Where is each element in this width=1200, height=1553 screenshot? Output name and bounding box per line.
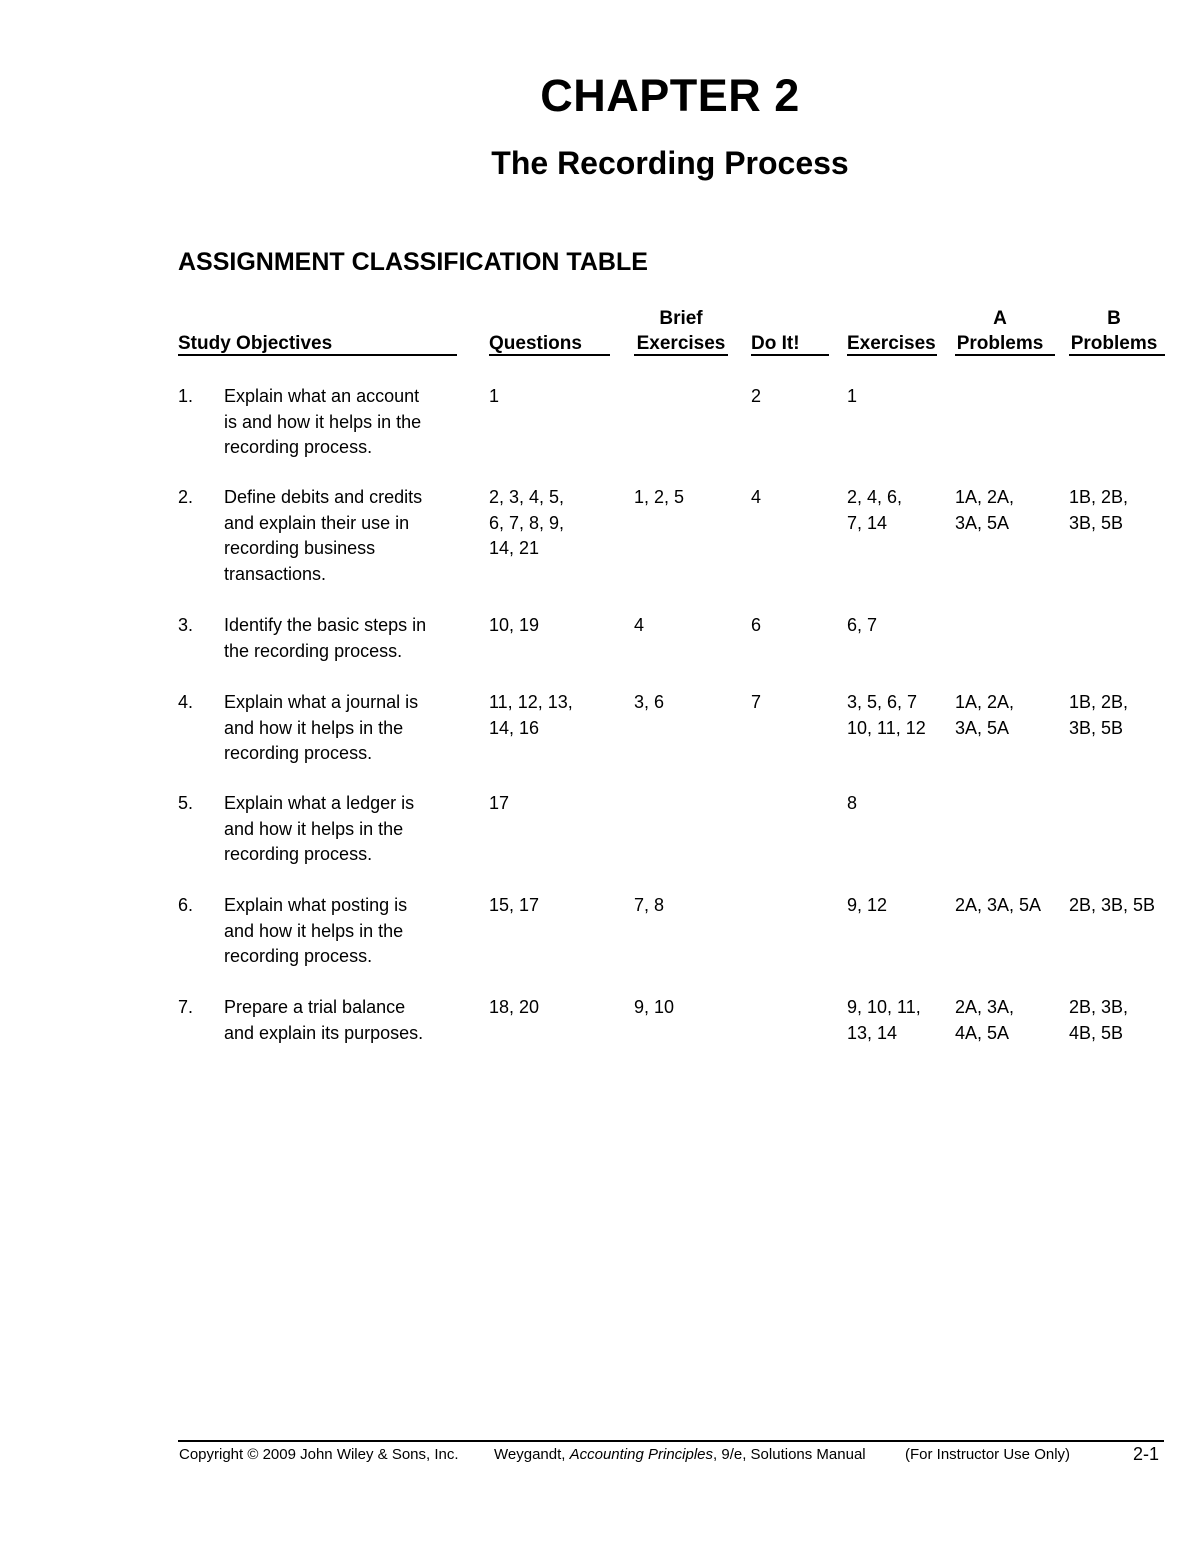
b-problems-cell: 1B, 2B, 3B, 5B: [1069, 692, 1129, 738]
header-a-problems: [955, 306, 1045, 356]
header-rule: [489, 354, 610, 356]
row-number: 6.: [178, 895, 194, 915]
row-number: 3.: [178, 615, 194, 635]
footer-copyright: Copyright © 2009 John Wiley & Sons, Inc.: [179, 1446, 459, 1463]
study-objective: Explain what an account is and how it helps in the recording process.: [224, 386, 422, 457]
header-a-line1: A: [993, 308, 1007, 329]
header-brief-line2: Exercises: [636, 333, 726, 354]
questions-cell: 10, 19: [489, 615, 540, 635]
exercises-cell: 1: [847, 386, 858, 406]
exercises-cell: 9, 10, 11, 13, 14: [847, 997, 921, 1043]
header-rule: [955, 354, 1055, 356]
header-brief-exercises: [634, 306, 728, 356]
questions-cell: 15, 17: [489, 895, 540, 915]
footer-rule: [178, 1440, 1164, 1442]
brief-exercises-cell: 1, 2, 5: [634, 487, 685, 507]
brief-exercises-cell: 9, 10: [634, 997, 675, 1017]
header-b-problems: [1069, 306, 1159, 356]
footer-book-title: Accounting Principles: [569, 1446, 714, 1463]
a-problems-cell: 2A, 3A, 5A: [955, 895, 1042, 915]
header-b-line2: Problems: [1070, 333, 1158, 354]
page-number: 2-1: [1133, 1444, 1160, 1464]
do-it-cell: 4: [751, 487, 762, 507]
header-rule: [847, 354, 937, 356]
a-problems-cell: 1A, 2A, 3A, 5A: [955, 487, 1015, 533]
study-objective: Explain what posting is and how it helps in the recording process.: [224, 895, 408, 966]
chapter-subtitle: The Recording Process: [491, 145, 849, 181]
brief-exercises-cell: 3, 6: [634, 692, 665, 712]
footer-usage-note: (For Instructor Use Only): [905, 1446, 1071, 1463]
study-objective: Explain what a journal is and how it helps in the recording process.: [224, 692, 419, 763]
row-number: 2.: [178, 487, 194, 507]
row-number: 5.: [178, 793, 194, 813]
a-problems-cell: 1A, 2A, 3A, 5A: [955, 692, 1015, 738]
study-objective: Explain what a ledger is and how it helps in the recording process.: [224, 793, 415, 864]
header-rule: [1069, 354, 1165, 356]
footer-author: Weygandt,: [494, 1446, 570, 1463]
header-rule: [178, 354, 457, 356]
header-exercises: Exercises: [847, 333, 936, 354]
do-it-cell: 2: [751, 386, 762, 406]
do-it-cell: 7: [751, 692, 762, 712]
section-heading: ASSIGNMENT CLASSIFICATION TABLE: [178, 248, 648, 276]
exercises-cell: 8: [847, 793, 858, 813]
exercises-cell: 2, 4, 6, 7, 14: [847, 487, 903, 533]
questions-cell: 1: [489, 386, 500, 406]
b-problems-cell: 1B, 2B, 3B, 5B: [1069, 487, 1129, 533]
study-objective: Identify the basic steps in the recording process.: [224, 615, 427, 661]
header-b-line1: B: [1107, 308, 1121, 329]
header-rule: [751, 354, 829, 356]
do-it-cell: 6: [751, 615, 762, 635]
exercises-cell: 9, 12: [847, 895, 888, 915]
exercises-cell: 6, 7: [847, 615, 878, 635]
row-number: 4.: [178, 692, 194, 712]
questions-cell: 17: [489, 793, 510, 813]
b-problems-cell: 2B, 3B, 4B, 5B: [1069, 997, 1129, 1043]
questions-cell: 11, 12, 13, 14, 16: [489, 692, 573, 738]
header-a-line2: Problems: [956, 333, 1044, 354]
chapter-title: CHAPTER 2: [540, 70, 800, 121]
footer-edition: , 9/e, Solutions Manual: [713, 1446, 866, 1463]
brief-exercises-cell: 7, 8: [634, 895, 665, 915]
header-do-it: Do It!: [751, 333, 800, 354]
exercises-cell: 3, 5, 6, 7 10, 11, 12: [847, 692, 926, 738]
header-study-objectives: Study Objectives: [178, 333, 333, 354]
row-number: 7.: [178, 997, 194, 1017]
header-rule: [634, 354, 728, 356]
header-brief-line1: Brief: [659, 308, 703, 329]
row-number: 1.: [178, 386, 194, 406]
study-objective: Define debits and credits and explain their use in recording business transactions.: [224, 487, 423, 584]
study-objective: Prepare a trial balance and explain its purposes.: [224, 997, 424, 1043]
header-questions: Questions: [489, 333, 582, 354]
questions-cell: 18, 20: [489, 997, 540, 1017]
brief-exercises-cell: 4: [634, 615, 645, 635]
questions-cell: 2, 3, 4, 5, 6, 7, 8, 9, 14, 21: [489, 487, 565, 558]
b-problems-cell: 2B, 3B, 5B: [1069, 895, 1156, 915]
footer-book-credit: [494, 1446, 866, 1464]
a-problems-cell: 2A, 3A, 4A, 5A: [955, 997, 1015, 1043]
